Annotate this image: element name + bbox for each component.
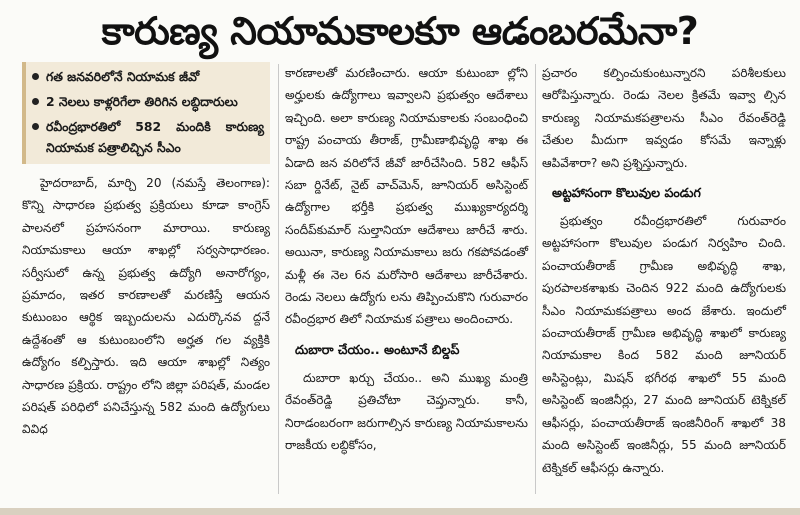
text-line: నియామకాలకు సంబంధించి రాష్ట్ర పంచాయ — [285, 110, 528, 148]
bullet-dot-icon — [32, 123, 39, 130]
text-line: శారు. అయినా, కారుణ్య నియామకాలు జరు — [285, 222, 528, 260]
text-line: కారణాలతో మరణించారు. ఆయా కుటుంబా — [285, 66, 499, 80]
text-line: కింద 582 మంది జూనియర్ అసిస్టెంట్లు, — [542, 348, 786, 385]
text-line: కూడా కాంగ్రెస్ పాలనలో ప్రహసనంగా — [22, 198, 270, 235]
text-line: కానీ, నిరాడంబరంగా జరుగాల్సిన కారుణ్య — [285, 393, 528, 430]
text-line: ప్రభుత్వం ఆదేశాలు ఇచ్చింది. అలా కారుణ్య — [285, 88, 528, 125]
highlight-text: రవీంద్రభారతిలో 582 మందికి కారుణ్య నియామక పత్రాలిచ్చిన సీఎం — [46, 119, 264, 155]
text-line: సందీప్‌కుమార్ సుల్తానియా ఆదేశాలు జారీచే — [285, 222, 496, 237]
paragraph — [285, 367, 528, 457]
highlights-box — [22, 62, 270, 164]
text-line: వ్యక్తికి ఉద్యోగం కల్పిస్తారు. ఇది ఆయా — [22, 332, 270, 370]
paragraph — [542, 62, 786, 174]
text-line: ఉద్యోగులకు సీఎం నియామకపత్రాలు అంద — [542, 281, 786, 318]
text-line: చింది. పంచాయతీరాజ్ గ్రామీణ అభివృద్ధి — [542, 236, 786, 273]
text-line: ల్సిన కారుణ్య నియామకపత్రాలను సీఎం — [542, 88, 786, 125]
text-line: ఇన్నాళ్లు ఆపివేశారా? అని ప్రశ్నిస్తున్నారు. — [542, 133, 786, 170]
text-line: అట్టహాసంగా కొలువుల పండుగ నిర్వహిం — [542, 236, 748, 251]
text-line: మంది జూనియర్ టెక్నికల్ ఆఫీసర్లు ఉన్నారు. — [542, 438, 786, 475]
text-line: వరిలోనే జీవో జారీచేసింది. 582 ఆఫీస్ సబా — [285, 155, 528, 193]
bottom-border — [0, 508, 800, 515]
bullet-dot-icon — [32, 98, 39, 105]
text-line: ద్దనే ఉద్దేశంతో ఆ కుటుంబంలోని అర్హత గల — [22, 310, 270, 347]
text-line: మారాయి. కారుణ్య నియామకాలు ఆయా — [22, 220, 270, 258]
text-line: లను తిప్పించుకొని గురువారం రవీంద్రభార — [285, 290, 528, 327]
text-line: అభివృద్ధి శాఖలో కారుణ్య నియామకాల — [542, 326, 786, 363]
text-line: ఇంజినీర్లు, 27 మంది జూనియర్ టెక్నికల్ — [590, 393, 786, 408]
text-line: ఆరోపిస్తున్నారు. రెండు నెలల క్రితమే ఇవ్వా — [542, 88, 756, 103]
highlight-text: 2 నెలలు కాళ్లరిగేలా తిరిగిన లబ్ధిదారులు — [46, 94, 238, 109]
text-line: తీరాజ్, గ్రామీణాభివృద్ధి శాఖ ఈ ఏడాది జన — [285, 133, 528, 170]
column-2 — [285, 62, 528, 502]
paragraph — [285, 62, 528, 331]
text-line: మంత్రి రేవంత్‌రెడ్డి ప్రతిచోటా చెప్తున్నారు. — [285, 370, 528, 408]
text-line: మిషన్ భగీరథ శాఖలో 55 మంది అసిస్టెంట్ — [542, 370, 786, 408]
paragraph — [542, 210, 786, 479]
text-line: పనిచేస్తున్న 582 మంది ఉద్యోగులు వివిధ — [22, 400, 270, 437]
column-3 — [542, 62, 786, 502]
bullet-dot-icon — [32, 73, 39, 80]
text-line: ర్డినేట్, నైట్ వాచ్‌మెన్, జూనియర్ అసిస్టెంట్ — [314, 178, 528, 193]
text-line: శాఖలో 38 మంది అసిస్టెంట్ ఇంజినీర్లు, 55 — [542, 415, 786, 453]
text-line: ప్రభుత్వ ఉద్యోగి అనారోగ్యం, ప్రమాదం, — [22, 265, 270, 303]
highlight-item — [32, 91, 264, 112]
text-line: ఆఫీసర్లు, పంచాయతీరాజ్ ఇంజినీరింగ్ — [542, 415, 724, 430]
text-line: ప్రభుత్వం రవీంద్రభారతిలో గురువారం — [560, 214, 786, 229]
text-line: శాఖ, పురపాలకశాఖకు చెందిన 922 మంది — [542, 258, 786, 296]
text-line: దుబారా ఖర్చు చేయం.. అని ముఖ్య — [303, 370, 491, 385]
text-line: ఆదేశాలు జారీచేశారు. రెండు నెలలు ఉద్యోగు — [285, 267, 528, 305]
text-line: ప్రచారం కల్పించుకుంటున్నారని పరిశీలకులు — [542, 66, 786, 80]
text-line: నియామకాలను రాజకీయ లబ్ధికోసం, — [285, 415, 528, 453]
text-line: శాఖల్లో సర్వసాధారణం. సర్వీసులో ఉన్న — [22, 243, 270, 280]
highlight-text: గత జనవరిలోనే నియామక జీవో — [46, 69, 200, 84]
text-line: శాఖల్లో నిత్యం సాధారణ ప్రక్రియ. రాష్ట్రం — [22, 355, 270, 392]
subheading: దుబారా చేయం.. అంటూనే బిల్డప్ — [295, 341, 460, 357]
highlight-item — [32, 66, 264, 87]
highlight-item — [32, 116, 264, 158]
headline: కారుణ్య నియామకాలకూ ఆడంబరమేనా? — [101, 9, 699, 53]
text-line: జేశారు. ఇందులో పంచాయతీరాజ్ గ్రామీణ — [542, 303, 786, 341]
text-line: హైదరాబాద్, మార్చి 20 (నమస్తే తెలంగాణ): కొన్ని సాధారణ ప్రభుత్వ ప్రక్రియలు — [22, 176, 270, 213]
text-line: ఉద్యోగాల భర్తీకి ప్రభుత్వ ముఖ్యకార్యదర్శి — [285, 200, 528, 215]
text-line: తిలో నియామక పత్రాలు అందించారు. — [339, 312, 514, 327]
subheading: అట్టహాసంగా కొలువుల పండుగ — [552, 185, 701, 201]
text-line: ఇతర కారణాలతో మరణిస్తే ఆయన — [79, 288, 270, 303]
text-line: గకపోవడంతో మళ్లీ ఈ నెల 6న మరోసారి — [285, 245, 528, 282]
paragraph — [22, 172, 270, 441]
text-line: కుటుంబం ఆర్థిక ఇబ్బందులను ఎదుర్కొనవ — [22, 310, 242, 325]
column-rule — [535, 64, 536, 494]
column-rule — [278, 64, 279, 494]
text-line: ల్లోని అర్హులకు ఉద్యోగాలు ఇవ్వాలని — [285, 66, 528, 103]
text-line: రేవంత్‌రెడ్డి చేతుల మీదుగా ఇవ్వడం కోసమే — [542, 110, 786, 148]
column-1 — [22, 62, 270, 502]
article-body — [0, 62, 800, 502]
text-line: లోని జిల్లా పరిషత్, మండల పరిషత్ పరిధిలో — [22, 377, 270, 415]
